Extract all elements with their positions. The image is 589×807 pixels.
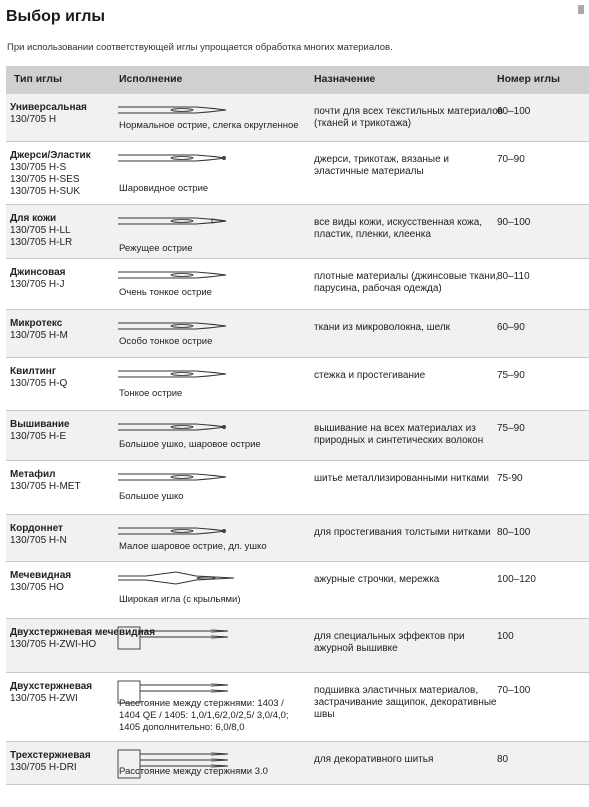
needle-name: Джерси/Эластик: [10, 150, 91, 161]
needle-number: 100–120: [497, 574, 536, 585]
needle-number: 80: [497, 754, 509, 765]
needle-design-text: Широкая игла (с крыльями): [119, 594, 241, 605]
needle-code: 130/705 H-E: [10, 431, 67, 442]
needle-design-text: Расстояние между стержнями 3.0: [119, 766, 268, 777]
table-row: [6, 742, 589, 785]
needle-code: 130/705 HO: [10, 582, 64, 593]
needle-code: 130/705 H-SES: [10, 174, 80, 185]
table-row: [6, 562, 589, 619]
needle-purpose: для декоративного шитья: [314, 754, 434, 765]
table-row: [6, 94, 589, 142]
needle-name: Кордоннет: [10, 523, 63, 534]
needle-illustration: [116, 265, 236, 289]
needle-type-cell: [10, 267, 65, 291]
needle-type-cell: [10, 570, 71, 594]
needle-purpose: стежка и простегивание: [314, 370, 426, 381]
needle-code: 130/705 H-DRI: [10, 762, 77, 773]
needle-illustration: [116, 467, 236, 491]
needle-number: 100: [497, 631, 514, 642]
needle-code: 130/705 H-S: [10, 162, 67, 173]
needle-name: Двухстержневая мечевидная: [10, 627, 156, 638]
needle-illustration: [116, 211, 236, 235]
header-design: Исполнение: [119, 73, 183, 85]
table-row: [6, 673, 589, 742]
needle-name: Мечевидная: [10, 570, 72, 581]
needle-code: 130/705 H-Q: [10, 378, 68, 389]
needle-number: 70–90: [497, 154, 525, 165]
needle-purpose: ажурные строчки, мережка: [314, 574, 440, 585]
header-purpose: Назначение: [314, 73, 376, 85]
needle-type-cell: [10, 318, 68, 342]
needle-number: 75–90: [497, 423, 525, 434]
needle-purpose: все виды кожи, искусственная кожа, пластик, пленки, клеенка: [314, 217, 483, 240]
needle-name: Двухстержневая: [10, 681, 93, 692]
needle-type-cell: [10, 150, 91, 198]
needle-code: 130/705 H-J: [10, 279, 65, 290]
needle-type-cell: [10, 750, 91, 774]
needle-purpose: для специальных эффектов при ажурной вышивке: [314, 631, 465, 654]
needle-design-text: Очень тонкое острие: [119, 287, 212, 298]
needle-type-cell: [10, 469, 81, 493]
needle-illustration: [116, 148, 236, 172]
needle-design-text: Особо тонкое острие: [119, 336, 213, 347]
needle-type-cell: [10, 366, 67, 390]
needle-purpose: шитье металлизированными нитками: [314, 473, 489, 484]
needle-name: Универсальная: [10, 102, 87, 113]
table-row: [6, 205, 589, 259]
needle-purpose: почти для всех текстильных материалов (тканей и трикотажа): [314, 106, 504, 129]
needle-code: 130/705 H: [10, 114, 57, 125]
needle-purpose: вышивание на всех материалах из природных и синтетических волокон: [314, 423, 484, 446]
table-row: [6, 259, 589, 310]
needle-illustration: [116, 364, 236, 388]
needle-illustration: [116, 568, 236, 592]
needle-purpose: джерси, трикотаж, вязаные и эластичные материалы: [314, 154, 450, 177]
needle-name: Для кожи: [10, 213, 57, 224]
table-row: [6, 358, 589, 411]
table-header: [6, 66, 589, 94]
needle-number: 80–110: [497, 271, 530, 282]
needle-design-text: Шаровидное острие: [119, 183, 209, 194]
needle-name: Микротекс: [10, 318, 63, 329]
needle-design-text: Тонкое острие: [119, 388, 183, 399]
needle-table: [6, 66, 589, 807]
table-body: [6, 94, 589, 785]
needle-type-cell: [10, 213, 72, 249]
table-row: [6, 142, 589, 205]
needle-code: 130/705 H-MET: [10, 481, 81, 492]
page-title: Выбор иглы: [6, 8, 106, 25]
needle-name: Метафил: [10, 469, 56, 480]
needle-number: 90–100: [497, 217, 531, 228]
needle-purpose: плотные материалы (джинсовые ткани, парусина, рабочая одежда): [314, 271, 499, 294]
needle-purpose: подшивка эластичных материалов, застрачивание защипок, декоративные швы: [314, 685, 497, 720]
needle-code: 130/705 H-N: [10, 535, 67, 546]
needle-purpose: для простегивания толстыми нитками: [314, 527, 491, 538]
corner-mark: [578, 5, 584, 14]
needle-design-text: Расстояние между стержнями: 1403 / 1404 QE / 1405: 1,0/1,6/2,0/2,5/ 3,0/4,0; 1405 дополнительно: 6,0/8,0: [119, 698, 289, 733]
needle-design-text: Нормальное острие, слегка округленное: [119, 120, 299, 131]
needle-code: 130/705 H-ZWI-HO: [10, 639, 97, 650]
needle-name: Трехстержневая: [10, 750, 91, 761]
needle-number: 60–90: [497, 322, 525, 333]
needle-design-text: Большое ушко: [119, 491, 184, 502]
needle-type-cell: [10, 102, 87, 126]
table-row: [6, 411, 589, 461]
needle-type-cell: [10, 523, 67, 547]
needle-design-text: Режущее острие: [119, 243, 193, 254]
table-row: [6, 461, 589, 515]
needle-name: Вышивание: [10, 419, 70, 430]
header-number: Номер иглы: [497, 73, 560, 85]
needle-name: Квилтинг: [10, 366, 57, 377]
needle-code: 130/705 H-LL: [10, 225, 71, 236]
header-type: Тип иглы: [14, 73, 62, 85]
needle-purpose: ткани из микроволокна, шелк: [314, 322, 451, 333]
needle-code: 130/705 H-SUK: [10, 186, 81, 197]
needle-type-cell: [10, 419, 70, 443]
table-row: [6, 515, 589, 562]
needle-number: 75–90: [497, 370, 525, 381]
needle-illustration: [116, 417, 236, 441]
needle-number: 80–100: [497, 527, 531, 538]
needle-code: 130/705 H-M: [10, 330, 68, 341]
needle-name: Джинсовая: [10, 267, 66, 278]
table-row: [6, 619, 589, 673]
needle-code: 130/705 H-LR: [10, 237, 73, 248]
needle-design-text: Большое ушко, шаровое острие: [119, 439, 261, 450]
page-subtitle: При использовании соответствующей иглы упрощается обработка многих материалов.: [7, 42, 393, 53]
table-row: [6, 310, 589, 358]
needle-code: 130/705 H-ZWI: [10, 693, 78, 704]
needle-number: 75-90: [497, 473, 523, 484]
needle-number: 70–100: [497, 685, 531, 696]
needle-illustration: [116, 625, 236, 653]
needle-design-text: Малое шаровое острие, дл. ушко: [119, 541, 267, 552]
needle-type-cell: [10, 681, 92, 705]
needle-number: 60–100: [497, 106, 531, 117]
